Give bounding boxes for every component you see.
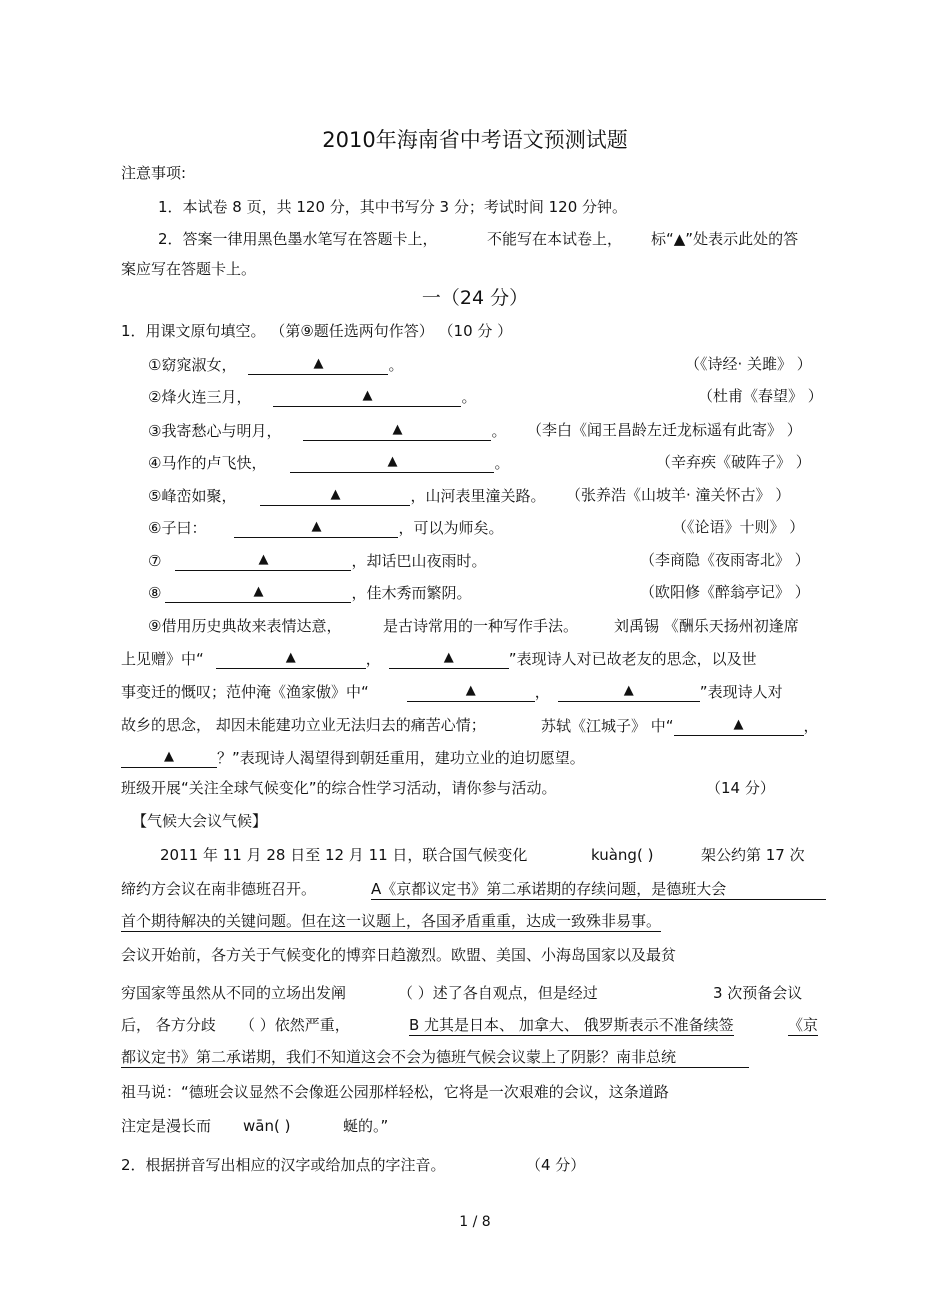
fill-item-2: ②烽火连三月，▲ 。	[148, 386, 476, 407]
answer-blank[interactable]	[273, 386, 461, 407]
question-1-stem: 1．用课文原句填空。 （第⑨题任选两句作答） （10 分 ）	[121, 322, 513, 340]
page-title: 2010年海南省中考语文预测试题	[322, 128, 628, 152]
notice-item-2c: 标“▲”处表示此处的答	[651, 230, 799, 248]
item9-line3: 事变迁的慨叹；范仲淹《渔家傲》中“▲ ，▲ ”表现诗人对	[121, 681, 783, 702]
para-line-6b: （ ）依然严重，	[240, 1016, 350, 1034]
para-line-1c: 架公约第 17 次	[701, 846, 805, 864]
notice-heading: 注意事项:	[121, 164, 187, 182]
para-line-2a: 缔约方会议在南非德班召开。	[121, 880, 317, 898]
item9-line2: 上见赠》中“▲ ，▲ ”表现诗人对已故老友的思念，以及世	[121, 648, 757, 669]
notice-item-1: 1．本试卷 8 页，共 120 分，其中书写分 3 分；考试时间 120 分钟。	[158, 198, 628, 216]
answer-blank[interactable]	[248, 354, 388, 375]
para-line-1: 2011 年 11 月 28 日至 12 月 11 日，联合国气候变化	[160, 846, 528, 864]
climate-heading: 【气候大会议气候】	[132, 812, 268, 830]
answer-blank[interactable]	[260, 485, 410, 506]
item9-line5: ▲？”表现诗人渴望得到朝廷重用，建功立业的迫切愿望。	[121, 747, 585, 768]
answer-blank[interactable]	[121, 747, 217, 768]
fill-item-3: ③我寄愁心与明月，▲ 。	[148, 420, 506, 441]
para-line-5b: （ ）述了各自观点，但是经过	[398, 984, 598, 1002]
fill-item-1: ①窈窕淑女，▲ 。	[148, 354, 403, 375]
item9-line1a: ⑨借用历史典故来表情达意，	[148, 617, 342, 635]
para-line-6a: 后， 各方分歧	[121, 1016, 216, 1034]
fill-item-4: ④马作的卢飞快，▲ 。	[148, 452, 509, 473]
answer-blank[interactable]	[216, 648, 366, 669]
para-line-3: 首个期待解决的关键问题。但在这一议题上，各国矛盾重重，达成一致殊非易事。	[121, 912, 662, 930]
item9-line1c: 刘禹锡 《酬乐天扬州初逢席	[614, 617, 799, 635]
notice-item-2d: 案应写在答题卡上。	[121, 260, 257, 278]
question-2-stem: 2．根据拼音写出相应的汉字或给加点的字注音。	[121, 1156, 446, 1174]
item9-line4: 苏轼《江城子》 中“▲ ，	[541, 715, 819, 736]
item9-line4a: 故乡的思念， 却因未能建功立业无法归去的痛苦心情；	[121, 716, 486, 734]
answer-blank[interactable]	[407, 681, 535, 702]
answer-blank[interactable]	[234, 517, 398, 538]
fill-item-6-source: （《论语》十则》 ）	[672, 518, 805, 536]
para-line-9a: 注定是漫长而	[121, 1117, 212, 1135]
para-line-8: 祖马说：“德班会议显然不会像逛公园那样轻松，它将是一次艰难的会议，这条道路	[121, 1083, 669, 1101]
answer-blank[interactable]	[290, 452, 494, 473]
para-pinyin-wan: wān( )	[243, 1117, 291, 1135]
activity-score: （14 分）	[706, 779, 775, 797]
fill-item-5-source: （张养浩《山坡羊· 潼关怀古》 ）	[566, 486, 791, 504]
fill-item-4-source: （辛弃疾《破阵子》 ）	[656, 453, 811, 471]
fill-item-8: ⑧▲ ，佳木秀而繁阴。	[148, 582, 471, 603]
fill-item-1-source: （《诗经· 关雎》 ）	[685, 355, 812, 373]
answer-blank[interactable]	[389, 648, 509, 669]
section-heading: 一（24 分）	[421, 287, 529, 309]
question-2-score: （4 分）	[526, 1156, 586, 1174]
para-line-9c: 蜒的。”	[343, 1117, 389, 1135]
para-line-4: 会议开始前，各方关于气候变化的博弈日趋激烈。欧盟、美国、小海岛国家以及最贫	[121, 946, 677, 964]
fill-item-2-source: （杜甫《春望》 ）	[698, 387, 823, 405]
answer-blank[interactable]	[165, 582, 351, 603]
answer-blank[interactable]	[558, 681, 700, 702]
para-underline-a: A《京都议定书》第二承诺期的存续问题，是德班大会	[371, 879, 826, 900]
para-line-7: 都议定书》第二承诺期，我们不知道这会不会为德班气候会议蒙上了阴影？南非总统	[121, 1047, 749, 1068]
para-line-5c: 3 次预备会议	[713, 984, 803, 1002]
para-line-5a: 穷国家等虽然从不同的立场出发阐	[121, 984, 347, 1002]
answer-blank[interactable]	[175, 550, 351, 571]
fill-item-5: ⑤峰峦如聚，▲ ，山河表里潼关路。	[148, 485, 545, 506]
fill-item-3-source: （李白《闻王昌龄左迁龙标遥有此寄》 ）	[527, 421, 802, 439]
para-underline-b: B 尤其是日本、 加拿大、 俄罗斯表示不准备续签	[409, 1016, 734, 1034]
item9-line1b: 是古诗常用的一种写作手法。	[383, 617, 579, 635]
fill-item-7-source: （李商隐《夜雨寄北》 ）	[640, 551, 810, 569]
notice-item-2b: 不能写在本试卷上，	[487, 230, 623, 248]
answer-blank[interactable]	[303, 420, 491, 441]
answer-blank[interactable]	[674, 715, 804, 736]
activity-intro: 班级开展“关注全球气候变化”的综合性学习活动，请你参与活动。	[121, 779, 557, 797]
page-number: 1 / 8	[459, 1214, 491, 1230]
notice-item-2a: 2．答案一律用黑色墨水笔写在答题卡上，	[158, 230, 438, 248]
fill-item-7: ⑦▲ ，却话巴山夜雨时。	[148, 550, 486, 571]
para-underline-b-end: 《京	[788, 1016, 819, 1034]
fill-item-8-source: （欧阳修《醉翁亭记》 ）	[640, 583, 810, 601]
para-pinyin-kuang: kuàng( )	[591, 846, 654, 864]
fill-item-6: ⑥子曰：▲ ，可以为师矣。	[148, 517, 503, 538]
